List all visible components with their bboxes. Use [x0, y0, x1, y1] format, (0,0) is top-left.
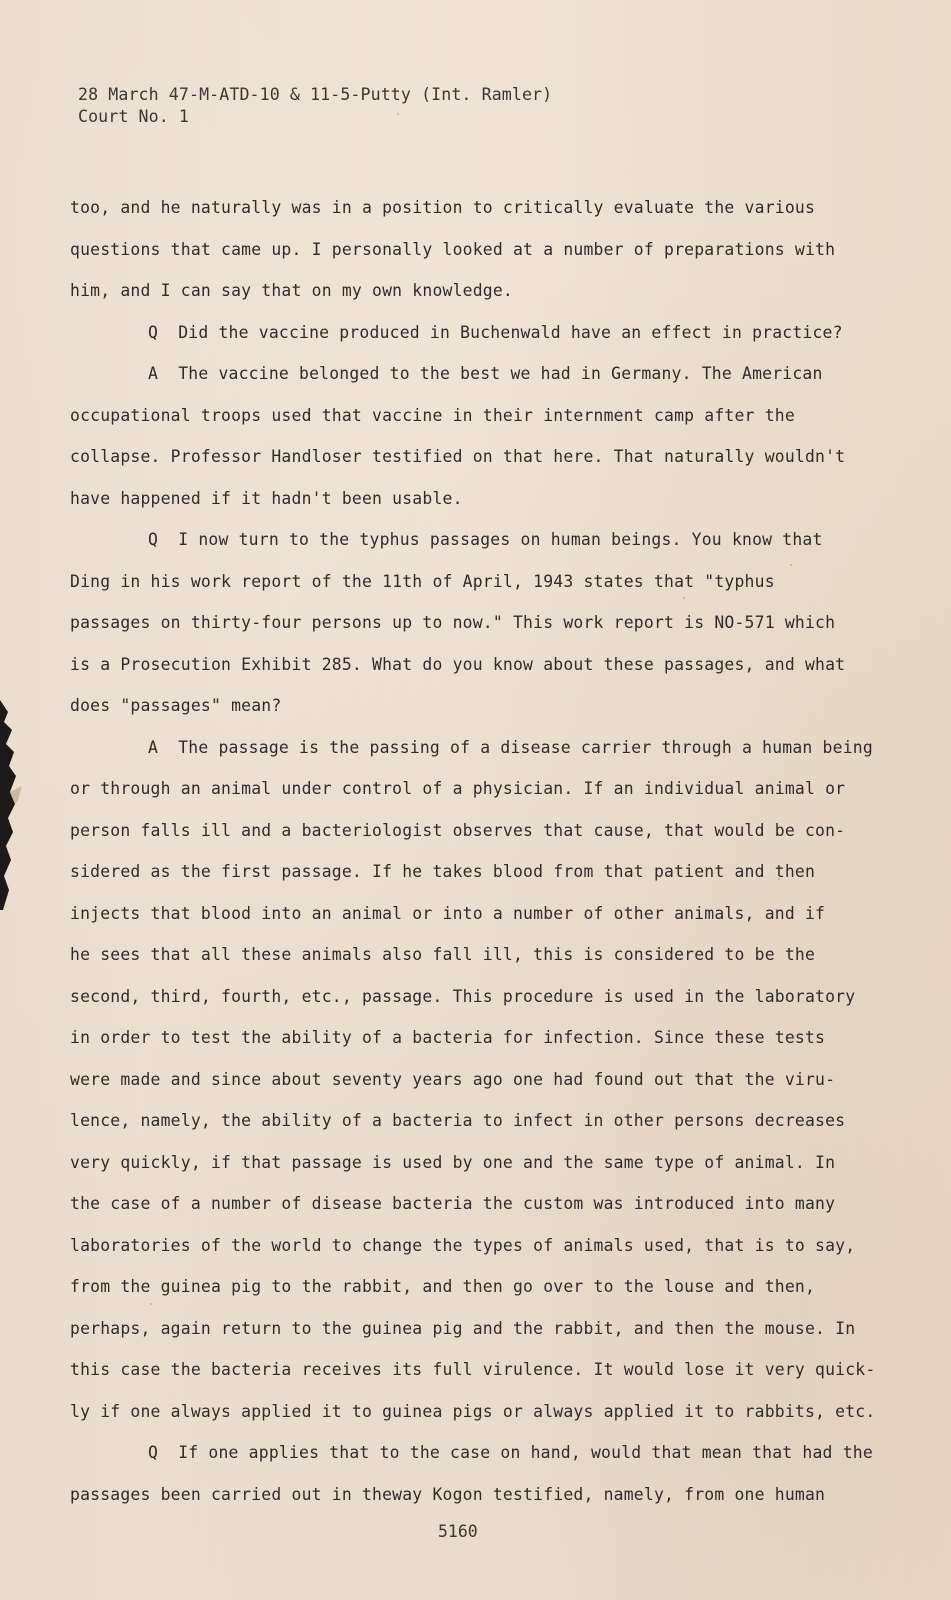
transcript-line: have happened if it hadn't been usable.	[70, 488, 463, 508]
header-docket-line: 28 March 47-M-ATD-10 & 11-5-Putty (Int. Ramler)	[78, 85, 553, 104]
transcript-line: injects that blood into an animal or into a number of other animals, and if	[70, 903, 826, 923]
transcript-line: second, third, fourth, etc., passage. This procedure is used in the laboratory	[70, 986, 856, 1006]
transcript-line: passages on thirty-four persons up to now." This work report is NO-571 which	[70, 613, 836, 632]
document-header	[78, 84, 552, 128]
transcript-line: Q If one applies that to the case on hand, would that mean that had the	[148, 1443, 873, 1462]
transcript-line: this case the bacteria receives its full virulence. It would lose it very quick-	[70, 1360, 876, 1379]
transcript-line: the case of a number of disease bacteria the custom was introduced into many	[70, 1194, 836, 1213]
transcript-line: collapse. Professor Handloser testified on that here. That naturally wouldn't	[70, 447, 846, 466]
transcript-line: perhaps, again return to the guinea pig and the rabbit, and then the mouse. In	[70, 1318, 856, 1338]
transcript-line: in order to test the ability of a bacteria for infection. Since these tests	[70, 1028, 826, 1047]
paper-speck	[234, 1080, 236, 1082]
page-number: 5160	[438, 1522, 478, 1541]
transcript-line: very quickly, if that passage is used by one and the same type of animal. In	[70, 1152, 836, 1172]
transcript-line: questions that came up. I personally looked at a number of preparations with	[70, 239, 836, 259]
transcript-line: he sees that all these animals also fall ill, this is considered to be the	[70, 945, 816, 964]
transcript-line: A The vaccine belonged to the best we had in Germany. The American	[148, 364, 823, 383]
transcript-line: sidered as the first passage. If he takes blood from that patient and then	[70, 862, 816, 881]
transcript-line: lence, namely, the ability of a bacteria to infect in other persons decreases	[70, 1111, 846, 1130]
transcript-line: laboratories of the world to change the types of animals used, that is to say,	[70, 1235, 856, 1255]
transcript-line: A The passage is the passing of a disease carrier through a human being	[148, 737, 873, 757]
paper-speck	[778, 878, 780, 880]
transcript-line: from the guinea pig to the rabbit, and then go over to the louse and then,	[70, 1277, 816, 1296]
paper-speck	[790, 564, 792, 566]
transcript-line: too, and he naturally was in a position to critically evaluate the various	[70, 198, 816, 217]
transcript-line: person falls ill and a bacteriologist observes that cause, that would be con-	[70, 820, 846, 840]
transcript-line: were made and since about seventy years ago one had found out that the viru-	[70, 1069, 836, 1089]
header-court-line: Court No. 1	[78, 107, 189, 126]
transcript-line: occupational troops used that vaccine in their internment camp after the	[70, 405, 795, 425]
transcript-line: Ding in his work report of the 11th of April, 1943 states that "typhus	[70, 571, 775, 591]
paper-speck	[150, 1303, 152, 1305]
transcript-line: is a Prosecution Exhibit 285. What do you know about these passages, and what	[70, 654, 846, 674]
paper-speck	[683, 597, 685, 599]
transcript-line: him, and I can say that on my own knowledge.	[70, 281, 513, 300]
paper-speck	[209, 958, 211, 960]
transcript-body	[70, 187, 910, 1515]
transcript-line: Q Did the vaccine produced in Buchenwald have an effect in practice?	[148, 322, 843, 342]
transcript-line: or through an animal under control of a physician. If an individual animal or	[70, 779, 846, 798]
paper-speck	[397, 113, 399, 115]
transcript-line: Q I now turn to the typhus passages on human beings. You know that	[148, 530, 823, 549]
transcript-line: ly if one always applied it to guinea pigs or always applied it to rabbits, etc.	[70, 1401, 876, 1421]
transcript-line: does "passages" mean?	[70, 696, 282, 715]
torn-edge-decoration	[0, 700, 22, 910]
transcript-line: passages been carried out in theway Kogon testified, namely, from one human	[70, 1484, 826, 1504]
